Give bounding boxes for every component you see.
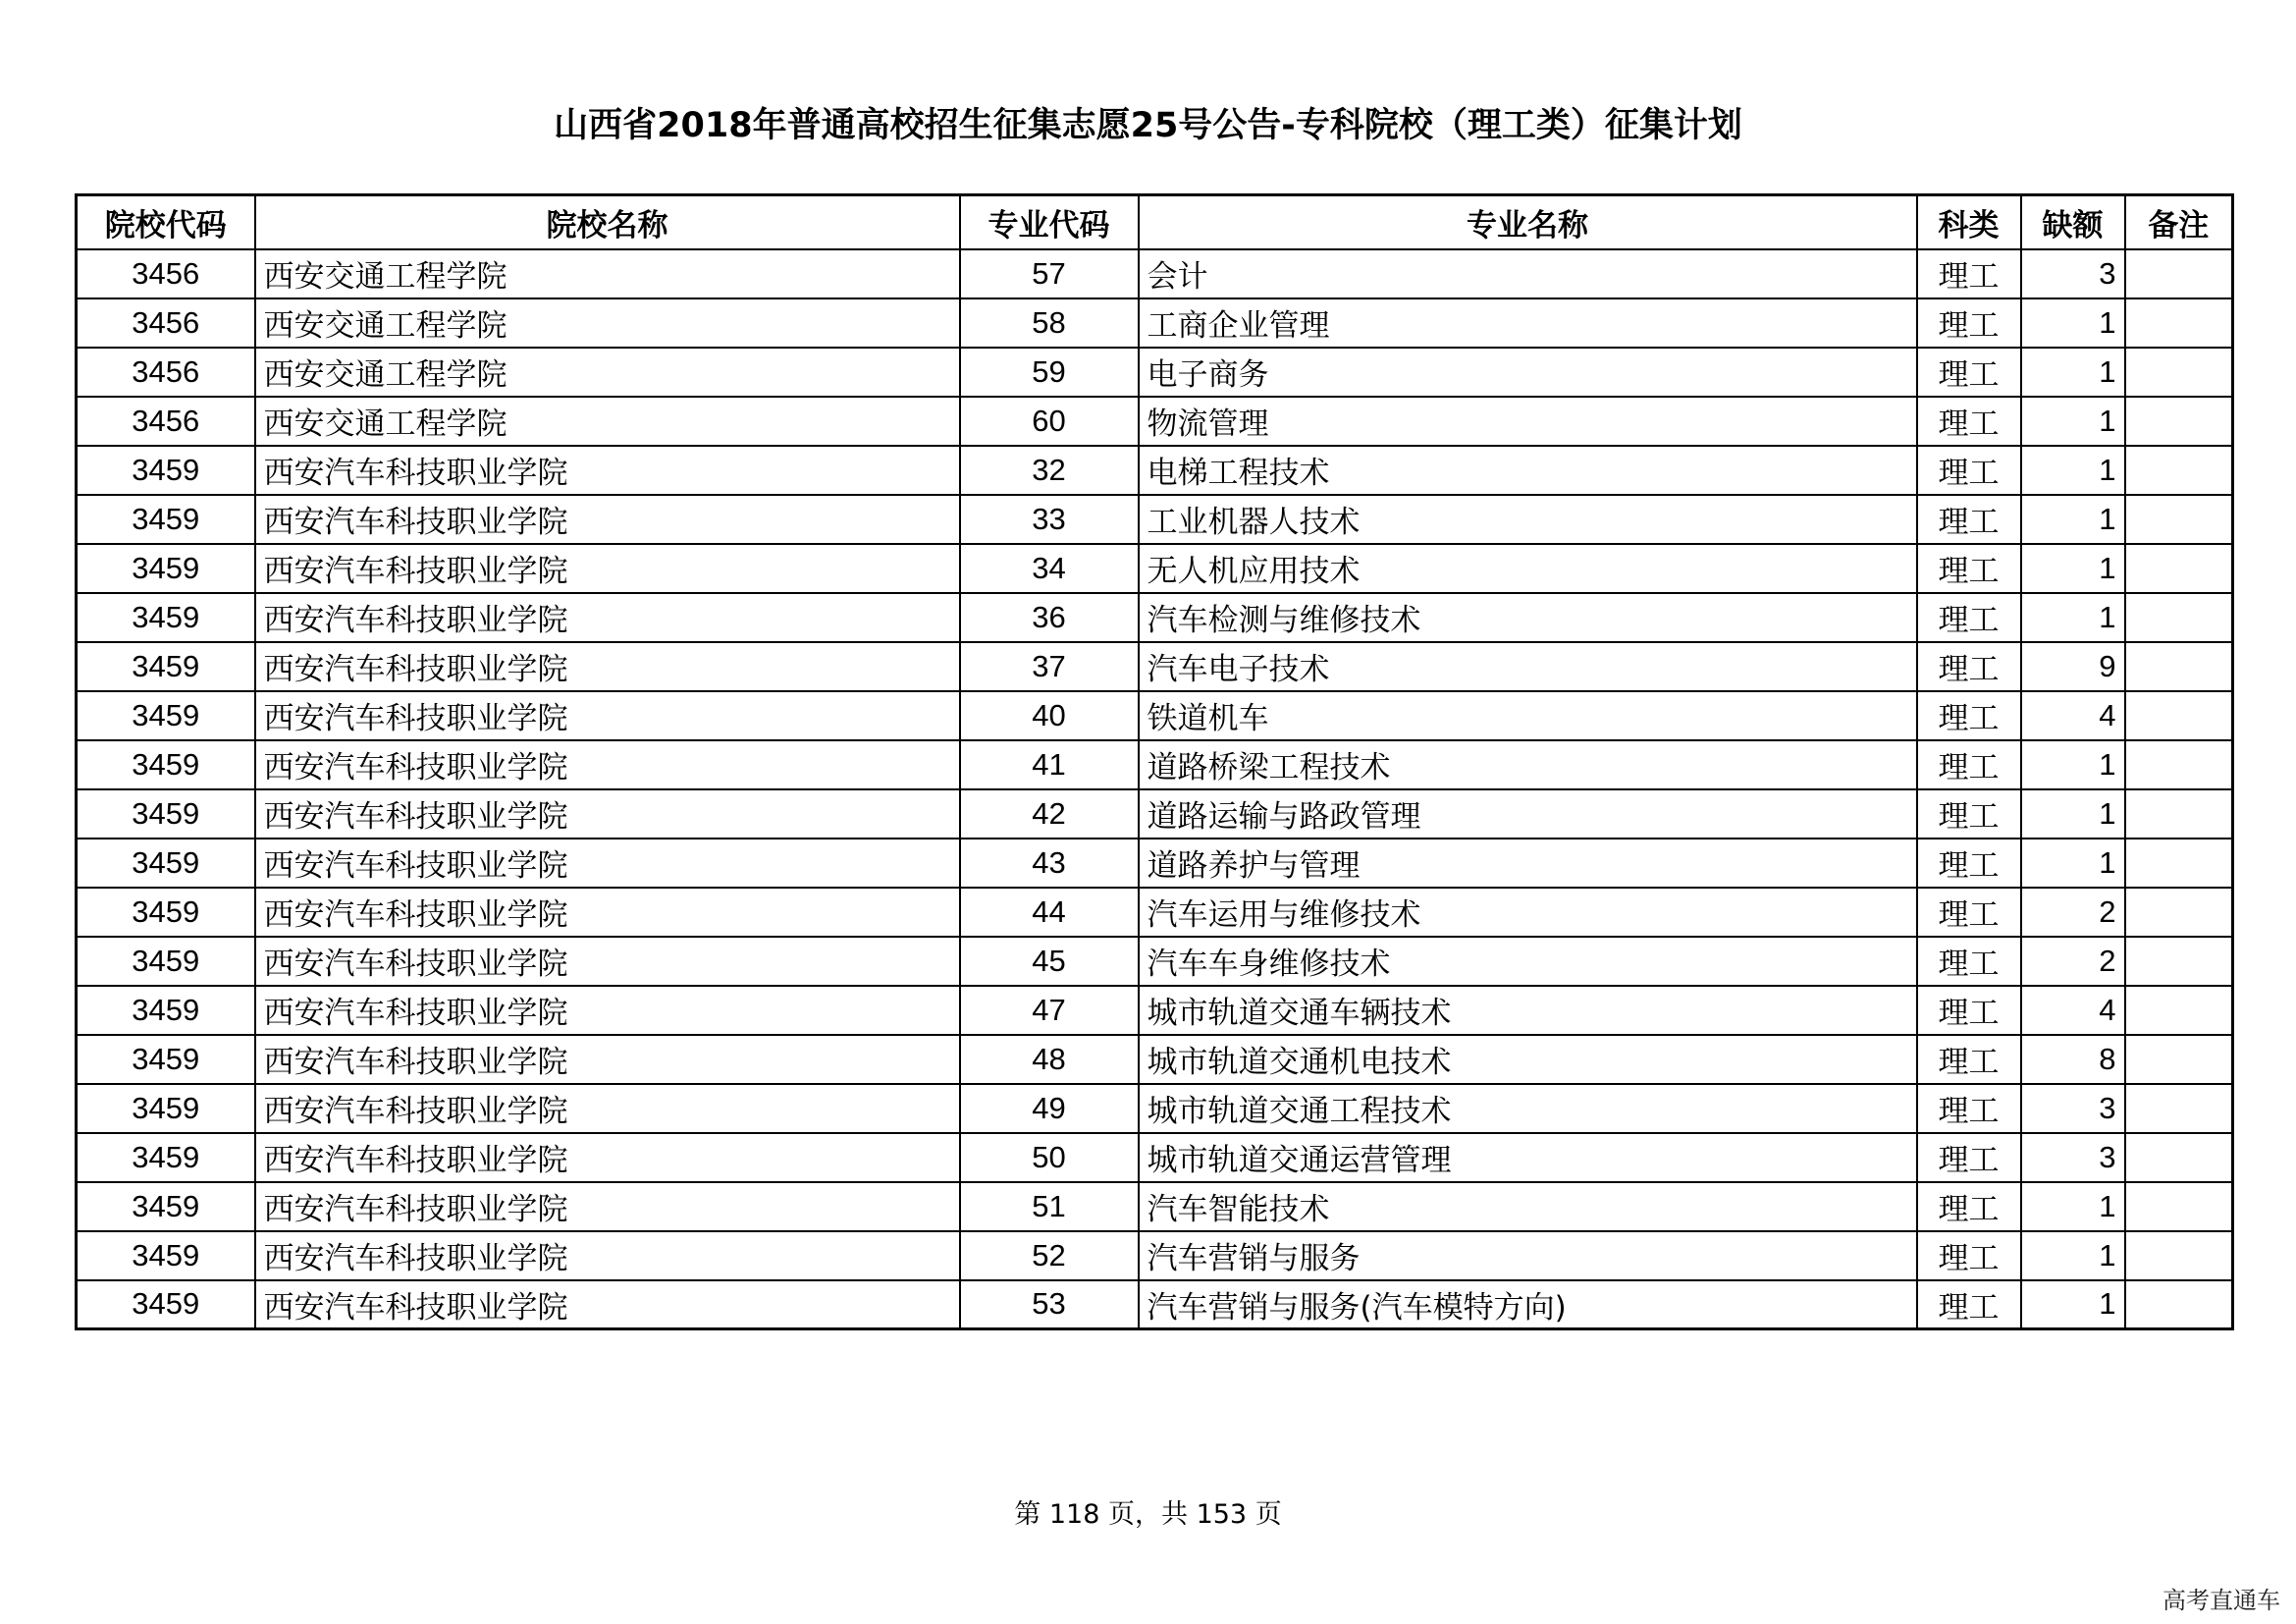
cell-school-code: 3459 — [77, 642, 255, 691]
cell-quota: 1 — [2021, 348, 2125, 397]
cell-school-name: 西安交通工程学院 — [255, 397, 960, 446]
cell-school-code: 3459 — [77, 1280, 255, 1329]
table-row — [77, 1084, 2233, 1133]
cell-category: 理工 — [1917, 740, 2021, 789]
cell-major-code: 40 — [960, 691, 1139, 740]
cell-category: 理工 — [1917, 937, 2021, 986]
cell-school-name: 西安汽车科技职业学院 — [255, 986, 960, 1035]
cell-school-name: 西安汽车科技职业学院 — [255, 446, 960, 495]
cell-school-code: 3459 — [77, 1231, 255, 1280]
cell-quota: 1 — [2021, 397, 2125, 446]
cell-quota: 1 — [2021, 1231, 2125, 1280]
cell-school-name: 西安交通工程学院 — [255, 298, 960, 348]
cell-quota: 4 — [2021, 986, 2125, 1035]
cell-major-code: 50 — [960, 1133, 1139, 1182]
cell-major-name: 物流管理 — [1139, 397, 1917, 446]
cell-major-name: 城市轨道交通运营管理 — [1139, 1133, 1917, 1182]
cell-major-code: 34 — [960, 544, 1139, 593]
cell-major-name: 电子商务 — [1139, 348, 1917, 397]
cell-note — [2125, 446, 2233, 495]
cell-school-name: 西安交通工程学院 — [255, 348, 960, 397]
cell-major-name: 道路运输与路政管理 — [1139, 789, 1917, 839]
cell-quota: 4 — [2021, 691, 2125, 740]
cell-note — [2125, 839, 2233, 888]
cell-school-name: 西安汽车科技职业学院 — [255, 593, 960, 642]
cell-school-name: 西安汽车科技职业学院 — [255, 1133, 960, 1182]
cell-school-name: 西安汽车科技职业学院 — [255, 544, 960, 593]
cell-major-name: 城市轨道交通车辆技术 — [1139, 986, 1917, 1035]
cell-major-name: 工商企业管理 — [1139, 298, 1917, 348]
cell-major-code: 33 — [960, 495, 1139, 544]
table-row — [77, 544, 2233, 593]
cell-category: 理工 — [1917, 249, 2021, 298]
cell-category: 理工 — [1917, 544, 2021, 593]
cell-school-name: 西安汽车科技职业学院 — [255, 937, 960, 986]
cell-note — [2125, 740, 2233, 789]
table-row — [77, 937, 2233, 986]
cell-quota: 1 — [2021, 1182, 2125, 1231]
cell-quota: 1 — [2021, 446, 2125, 495]
cell-school-name: 西安汽车科技职业学院 — [255, 888, 960, 937]
cell-quota: 9 — [2021, 642, 2125, 691]
cell-quota: 2 — [2021, 888, 2125, 937]
admission-plan-table — [75, 193, 2234, 1330]
cell-school-code: 3456 — [77, 348, 255, 397]
cell-quota: 8 — [2021, 1035, 2125, 1084]
table-header-row — [77, 195, 2233, 249]
cell-category: 理工 — [1917, 1280, 2021, 1329]
cell-quota: 3 — [2021, 1084, 2125, 1133]
cell-school-code: 3459 — [77, 937, 255, 986]
table-row — [77, 593, 2233, 642]
table-row — [77, 446, 2233, 495]
cell-category: 理工 — [1917, 1035, 2021, 1084]
cell-school-code: 3459 — [77, 986, 255, 1035]
cell-major-name: 汽车电子技术 — [1139, 642, 1917, 691]
cell-school-name: 西安汽车科技职业学院 — [255, 1280, 960, 1329]
cell-category: 理工 — [1917, 397, 2021, 446]
cell-school-code: 3459 — [77, 691, 255, 740]
cell-major-name: 道路养护与管理 — [1139, 839, 1917, 888]
header-note: 备注 — [2125, 195, 2233, 249]
cell-quota: 1 — [2021, 495, 2125, 544]
cell-note — [2125, 1231, 2233, 1280]
table-row — [77, 348, 2233, 397]
cell-category: 理工 — [1917, 348, 2021, 397]
table-row — [77, 1035, 2233, 1084]
cell-school-code: 3456 — [77, 298, 255, 348]
table-body — [77, 249, 2233, 1329]
cell-note — [2125, 1182, 2233, 1231]
cell-major-code: 43 — [960, 839, 1139, 888]
cell-school-code: 3459 — [77, 1035, 255, 1084]
cell-category: 理工 — [1917, 839, 2021, 888]
cell-school-code: 3459 — [77, 888, 255, 937]
cell-category: 理工 — [1917, 789, 2021, 839]
cell-major-name: 汽车运用与维修技术 — [1139, 888, 1917, 937]
cell-quota: 1 — [2021, 298, 2125, 348]
cell-major-code: 58 — [960, 298, 1139, 348]
cell-major-code: 53 — [960, 1280, 1139, 1329]
cell-note — [2125, 495, 2233, 544]
table-row — [77, 1133, 2233, 1182]
cell-school-code: 3459 — [77, 495, 255, 544]
watermark: 高考直通车 — [2163, 1587, 2280, 1614]
cell-category: 理工 — [1917, 986, 2021, 1035]
cell-major-code: 36 — [960, 593, 1139, 642]
cell-major-name: 会计 — [1139, 249, 1917, 298]
cell-major-name: 城市轨道交通工程技术 — [1139, 1084, 1917, 1133]
cell-category: 理工 — [1917, 691, 2021, 740]
cell-school-name: 西安汽车科技职业学院 — [255, 740, 960, 789]
table-row — [77, 789, 2233, 839]
table-row — [77, 1231, 2233, 1280]
cell-major-code: 45 — [960, 937, 1139, 986]
cell-major-code: 59 — [960, 348, 1139, 397]
cell-school-code: 3459 — [77, 1182, 255, 1231]
cell-school-code: 3459 — [77, 544, 255, 593]
cell-category: 理工 — [1917, 298, 2021, 348]
header-quota: 缺额 — [2021, 195, 2125, 249]
cell-quota: 3 — [2021, 249, 2125, 298]
table-row — [77, 298, 2233, 348]
cell-major-name: 道路桥梁工程技术 — [1139, 740, 1917, 789]
cell-major-code: 37 — [960, 642, 1139, 691]
cell-major-name: 汽车智能技术 — [1139, 1182, 1917, 1231]
cell-category: 理工 — [1917, 1231, 2021, 1280]
cell-major-name: 汽车车身维修技术 — [1139, 937, 1917, 986]
cell-note — [2125, 1035, 2233, 1084]
cell-quota: 3 — [2021, 1133, 2125, 1182]
cell-major-code: 41 — [960, 740, 1139, 789]
cell-major-name: 工业机器人技术 — [1139, 495, 1917, 544]
header-school-code: 院校代码 — [77, 195, 255, 249]
cell-major-name: 城市轨道交通机电技术 — [1139, 1035, 1917, 1084]
cell-note — [2125, 1133, 2233, 1182]
cell-school-name: 西安汽车科技职业学院 — [255, 1231, 960, 1280]
table-row — [77, 1182, 2233, 1231]
cell-note — [2125, 544, 2233, 593]
cell-school-code: 3459 — [77, 446, 255, 495]
cell-category: 理工 — [1917, 642, 2021, 691]
page-footer: 第 118 页，共 153 页 — [1014, 1499, 1282, 1530]
cell-major-code: 32 — [960, 446, 1139, 495]
cell-school-code: 3459 — [77, 839, 255, 888]
cell-school-name: 西安汽车科技职业学院 — [255, 691, 960, 740]
header-category: 科类 — [1917, 195, 2021, 249]
cell-school-name: 西安汽车科技职业学院 — [255, 1035, 960, 1084]
cell-category: 理工 — [1917, 1133, 2021, 1182]
cell-school-name: 西安汽车科技职业学院 — [255, 839, 960, 888]
cell-note — [2125, 937, 2233, 986]
cell-category: 理工 — [1917, 1182, 2021, 1231]
cell-major-code: 44 — [960, 888, 1139, 937]
cell-note — [2125, 642, 2233, 691]
cell-category: 理工 — [1917, 446, 2021, 495]
cell-school-code: 3459 — [77, 1133, 255, 1182]
table-row — [77, 642, 2233, 691]
cell-school-name: 西安汽车科技职业学院 — [255, 642, 960, 691]
cell-school-name: 西安汽车科技职业学院 — [255, 1084, 960, 1133]
header-school-name: 院校名称 — [255, 195, 960, 249]
cell-note — [2125, 691, 2233, 740]
cell-category: 理工 — [1917, 1084, 2021, 1133]
cell-note — [2125, 397, 2233, 446]
table-row — [77, 740, 2233, 789]
cell-major-code: 60 — [960, 397, 1139, 446]
cell-note — [2125, 1084, 2233, 1133]
cell-major-name: 电梯工程技术 — [1139, 446, 1917, 495]
cell-major-code: 47 — [960, 986, 1139, 1035]
header-major-name: 专业名称 — [1139, 195, 1917, 249]
cell-school-name: 西安汽车科技职业学院 — [255, 1182, 960, 1231]
cell-major-name: 汽车营销与服务 — [1139, 1231, 1917, 1280]
cell-major-code: 51 — [960, 1182, 1139, 1231]
table-row — [77, 495, 2233, 544]
page-title: 山西省2018年普通高校招生征集志愿25号公告-专科院校（理工类）征集计划 — [554, 106, 1742, 145]
cell-major-code: 42 — [960, 789, 1139, 839]
cell-school-code: 3456 — [77, 249, 255, 298]
cell-note — [2125, 593, 2233, 642]
cell-school-name: 西安汽车科技职业学院 — [255, 495, 960, 544]
cell-category: 理工 — [1917, 888, 2021, 937]
table-row — [77, 986, 2233, 1035]
cell-school-code: 3459 — [77, 740, 255, 789]
cell-quota: 1 — [2021, 544, 2125, 593]
cell-note — [2125, 986, 2233, 1035]
cell-school-name: 西安汽车科技职业学院 — [255, 789, 960, 839]
header-major-code: 专业代码 — [960, 195, 1139, 249]
cell-school-code: 3459 — [77, 593, 255, 642]
cell-major-code: 52 — [960, 1231, 1139, 1280]
cell-school-name: 西安交通工程学院 — [255, 249, 960, 298]
cell-major-code: 48 — [960, 1035, 1139, 1084]
cell-quota: 1 — [2021, 1280, 2125, 1329]
cell-major-name: 汽车检测与维修技术 — [1139, 593, 1917, 642]
table-row — [77, 839, 2233, 888]
cell-school-code: 3459 — [77, 1084, 255, 1133]
cell-major-name: 汽车营销与服务(汽车模特方向) — [1139, 1280, 1917, 1329]
table-row — [77, 1280, 2233, 1329]
table-row — [77, 397, 2233, 446]
cell-quota: 2 — [2021, 937, 2125, 986]
cell-note — [2125, 789, 2233, 839]
cell-category: 理工 — [1917, 495, 2021, 544]
cell-note — [2125, 298, 2233, 348]
cell-major-code: 49 — [960, 1084, 1139, 1133]
cell-quota: 1 — [2021, 839, 2125, 888]
table-row — [77, 249, 2233, 298]
cell-major-name: 铁道机车 — [1139, 691, 1917, 740]
table-row — [77, 888, 2233, 937]
cell-category: 理工 — [1917, 593, 2021, 642]
cell-school-code: 3456 — [77, 397, 255, 446]
cell-major-name: 无人机应用技术 — [1139, 544, 1917, 593]
table-row — [77, 691, 2233, 740]
cell-note — [2125, 249, 2233, 298]
cell-major-code: 57 — [960, 249, 1139, 298]
cell-quota: 1 — [2021, 740, 2125, 789]
cell-note — [2125, 1280, 2233, 1329]
cell-quota: 1 — [2021, 593, 2125, 642]
cell-note — [2125, 348, 2233, 397]
cell-school-code: 3459 — [77, 789, 255, 839]
cell-quota: 1 — [2021, 789, 2125, 839]
cell-note — [2125, 888, 2233, 937]
